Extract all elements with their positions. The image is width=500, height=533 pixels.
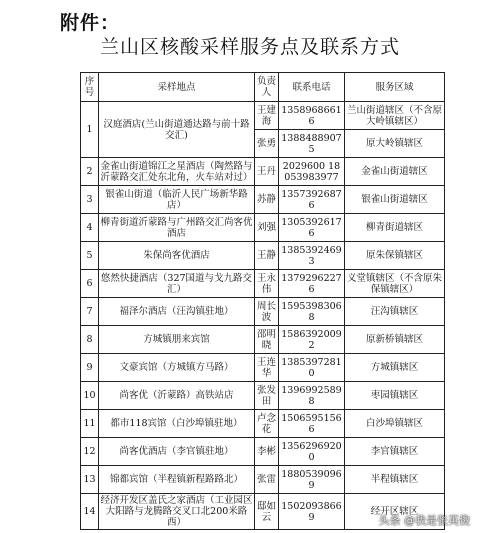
service-area: 汪沟镇辖区	[345, 298, 445, 326]
contact-phone: 15065951566	[279, 410, 345, 438]
contact-phone: 13573926876	[279, 186, 345, 214]
sampling-place: 经济开发区盖氏之家酒店（工业园区大阳路与龙腾路交叉口北200米路西）	[100, 495, 253, 528]
sampling-place: 朱保尚客优酒店	[99, 242, 255, 270]
contact-phone: 13853924693	[279, 242, 345, 270]
sampling-place: 都市118宾馆（白沙埠镇驻地）	[99, 410, 255, 438]
table-row	[81, 298, 445, 326]
service-area: 兰山街道辖区（不含原大岭镇辖区）	[345, 102, 445, 130]
table-row	[81, 214, 445, 242]
sampling-place: 福泽尔酒店（汪沟镇驻地）	[99, 298, 255, 326]
service-area: 经开区辖区	[345, 494, 445, 530]
row-number: 6	[81, 270, 99, 298]
sampling-place: 方城镇朋来宾馆	[99, 326, 255, 354]
table-row	[81, 410, 445, 438]
row-number: 3	[81, 186, 99, 214]
col-header-area: 服务区域	[345, 73, 445, 102]
row-number: 7	[81, 298, 99, 326]
contact-phone: 18805390969	[279, 466, 345, 494]
service-area: 原大岭镇辖区	[345, 130, 445, 158]
contact-phone: 13884889075	[279, 130, 345, 158]
row-number: 2	[81, 158, 99, 186]
contact-person: 王丹	[255, 158, 279, 186]
table-row	[81, 382, 445, 410]
contact-person: 邵明晓	[255, 326, 279, 354]
sampling-place: 金雀山街道锦江之星酒店（陶然路与沂蒙路交汇处东北角，火车站对过）	[99, 158, 255, 186]
row-number: 1	[81, 102, 99, 158]
sampling-place: 银雀山街道（临沂人民广场新华路店）	[99, 186, 255, 214]
table-row	[81, 158, 445, 186]
contact-phone: 13589686616	[279, 102, 345, 130]
contact-phone: 15020938669	[279, 494, 345, 530]
contact-person: 王建海	[255, 102, 279, 130]
table-row	[81, 438, 445, 466]
table-header-row	[81, 73, 445, 102]
col-header-person: 负责人	[255, 73, 279, 102]
contact-phone: 13562969200	[279, 438, 345, 466]
sampling-place: 尚客优（沂蒙路）高铁站店	[99, 382, 255, 410]
table-body	[81, 102, 445, 530]
service-area: 柳青街道辖区	[345, 214, 445, 242]
attachment-label: 附件：	[60, 12, 121, 34]
sampling-place: 文豪宾馆（方城镇方马路）	[99, 354, 255, 382]
contact-phone: 13053926176	[279, 214, 345, 242]
contact-person: 刘强	[255, 214, 279, 242]
service-area: 原朱保镇辖区	[345, 242, 445, 270]
table-row	[81, 354, 445, 382]
table-row	[81, 270, 445, 298]
table-row	[81, 102, 445, 130]
contact-person: 王静	[255, 242, 279, 270]
service-area: 李官镇辖区	[345, 438, 445, 466]
sampling-place: 尚客优酒店（李官镇驻地）	[99, 438, 255, 466]
service-area: 半程镇辖区	[345, 466, 445, 494]
row-number: 13	[81, 466, 99, 494]
row-number: 5	[81, 242, 99, 270]
watermark: 头条 @我是张英俊	[378, 514, 470, 527]
row-number: 4	[81, 214, 99, 242]
contact-phone: 13969925898	[279, 382, 345, 410]
service-area: 方城镇辖区	[345, 354, 445, 382]
service-area: 白沙埠镇辖区	[345, 410, 445, 438]
col-header-place: 采样地点	[99, 73, 255, 102]
contact-person: 李彬	[255, 438, 279, 466]
contact-person: 王连华	[255, 354, 279, 382]
table-row	[81, 242, 445, 270]
service-points-table	[80, 72, 445, 530]
row-number: 14	[81, 494, 99, 530]
service-area: 原新桥镇辖区	[345, 326, 445, 354]
contact-person: 卢念花	[255, 410, 279, 438]
contact-phone: 15863920092	[279, 326, 345, 354]
contact-phone: 13853972810	[279, 354, 345, 382]
service-area: 枣园镇辖区	[345, 382, 445, 410]
row-number: 9	[81, 354, 99, 382]
service-area: 义堂镇辖区（不含原朱保镇辖区）	[345, 270, 445, 298]
contact-phone: 15953983068	[279, 298, 345, 326]
sampling-place: 汉庭酒店(兰山街道通达路与前十路交汇)	[99, 102, 255, 158]
contact-phone: 13792962276	[279, 270, 345, 298]
contact-person: 张勇	[255, 130, 279, 158]
contact-person: 周长波	[255, 298, 279, 326]
contact-person: 张发田	[255, 382, 279, 410]
sampling-place: 柳青街道沂蒙路与广州路交汇尚客优酒店	[99, 214, 255, 242]
table-row	[81, 326, 445, 354]
table-row	[81, 186, 445, 214]
service-area: 银雀山街道辖区	[345, 186, 445, 214]
contact-person: 张雷	[255, 466, 279, 494]
contact-phone: 2029600 18053983977	[279, 158, 345, 186]
col-header-phone: 联系电话	[279, 73, 345, 102]
contact-person: 苏静	[255, 186, 279, 214]
contact-person: 王永伟	[255, 270, 279, 298]
row-number: 12	[81, 438, 99, 466]
service-area: 金雀山街道辖区	[345, 158, 445, 186]
row-number: 10	[81, 382, 99, 410]
contact-person: 邸如云	[255, 494, 279, 530]
row-number: 11	[81, 410, 99, 438]
page-title: 兰山区核酸采样服务点及联系方式	[99, 36, 400, 58]
row-number: 8	[81, 326, 99, 354]
sampling-place: 锦都宾馆（半程镇新程路路北）	[99, 466, 255, 494]
sampling-place: 悠然快捷酒店（327国道与戈九路交汇）	[99, 270, 255, 298]
table-row	[81, 466, 445, 494]
col-header-no: 序号	[81, 73, 99, 102]
